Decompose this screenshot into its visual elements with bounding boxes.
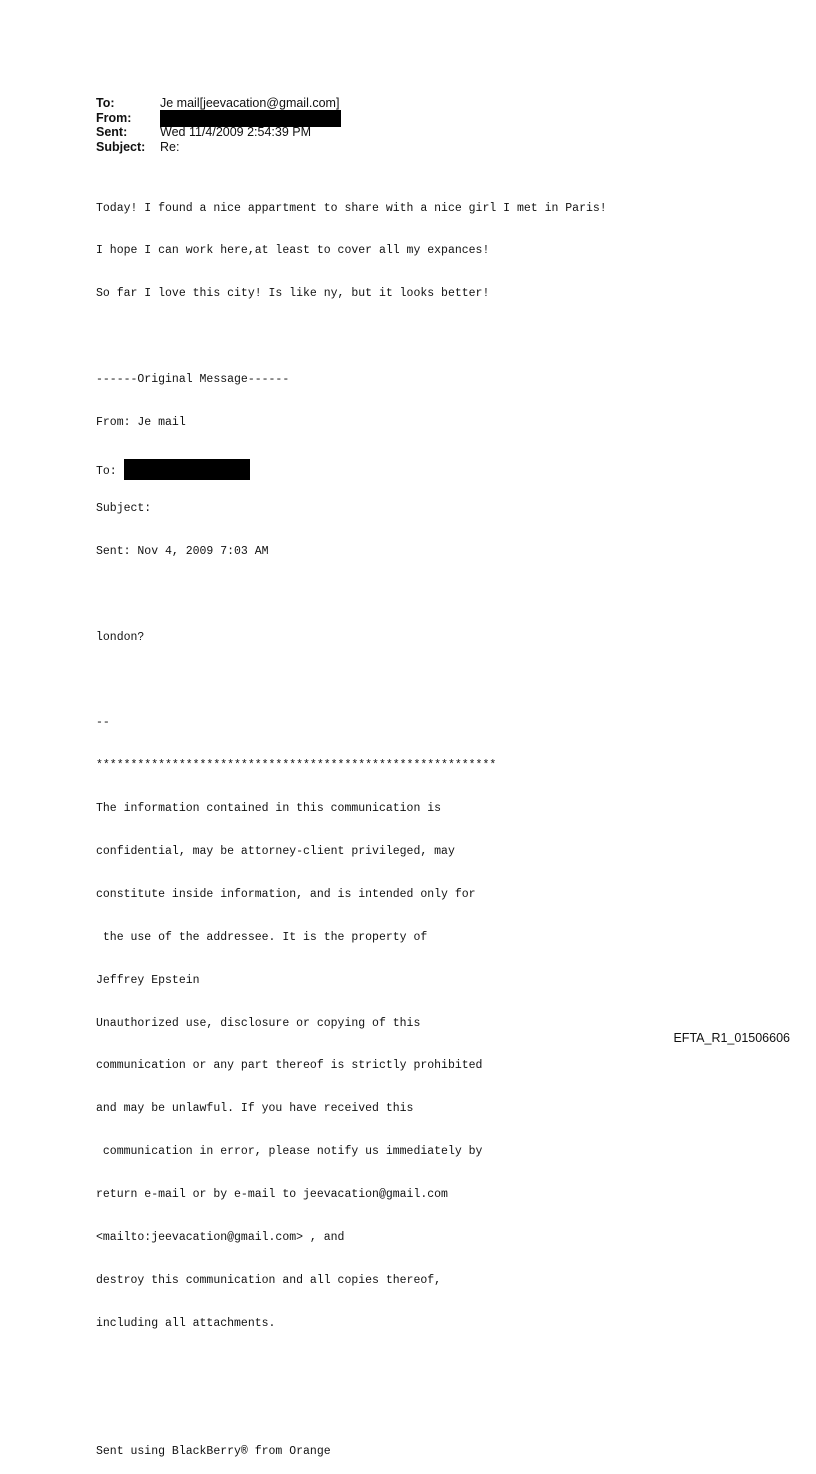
original-to-label: To: — [96, 464, 124, 478]
original-from: From: Je mail — [96, 416, 186, 430]
message-line: So far I love this city! Is like ny, but it looks better! — [96, 287, 490, 301]
blank-line — [96, 1360, 607, 1374]
from-label: From: — [96, 110, 132, 125]
disclaimer-line: communication or any part thereof is strictly prohibited — [96, 1059, 483, 1073]
disclaimer-line: Unauthorized use, disclosure or copying of this — [96, 1016, 421, 1030]
from-row — [96, 111, 341, 126]
email-body — [96, 173, 607, 1474]
blank-line — [96, 673, 607, 687]
message-line: I hope I can work here,at least to cover all my expances! — [96, 244, 490, 258]
to-redaction — [124, 459, 250, 480]
to-row — [96, 96, 341, 111]
disclaimer-line: the use of the addressee. It is the property of — [96, 930, 428, 944]
disclaimer-line: destroy this communication and all copies thereof, — [96, 1273, 442, 1287]
subject-row — [96, 140, 341, 155]
disclaimer-line: <mailto:jeevacation@gmail.com> , and — [96, 1230, 345, 1244]
disclaimer-line: The information contained in this communication is — [96, 802, 442, 816]
blank-line — [96, 588, 607, 602]
subject-label: Subject: — [96, 139, 146, 154]
blackberry-signature: Sent using BlackBerry® from Orange — [96, 1445, 331, 1459]
original-subject: Subject: — [96, 501, 152, 515]
disclaimer-line: communication in error, please notify us immediately by — [96, 1145, 483, 1159]
disclaimer-line: return e-mail or by e-mail to jeevacation@gmail.com — [96, 1188, 448, 1202]
disclaimer-line: including all attachments. — [96, 1316, 276, 1330]
message-line: Today! I found a nice appartment to share with a nice girl I met in Paris! — [96, 201, 607, 215]
disclaimer-line: and may be unlawful. If you have received this — [96, 1102, 414, 1116]
sent-row — [96, 125, 341, 140]
original-to-row — [96, 459, 607, 478]
sent-label: Sent: — [96, 125, 128, 139]
document-id: EFTA_R1_01506606 — [673, 1031, 790, 1045]
to-label: To: — [96, 96, 115, 110]
signature-dash: -- — [96, 716, 110, 730]
disclaimer-line: confidential, may be attorney-client privileged, may — [96, 844, 455, 858]
email-header — [96, 96, 341, 154]
disclaimer-line: constitute inside information, and is intended only for — [96, 887, 476, 901]
blank-line — [96, 330, 607, 344]
blank-line — [96, 1403, 607, 1417]
original-body: london? — [96, 630, 145, 644]
disclaimer-line: Jeffrey Epstein — [96, 973, 200, 987]
subject-value: Re: — [160, 139, 180, 154]
original-divider: ------Original Message------ — [96, 373, 290, 387]
sent-value: Wed 11/4/2009 2:54:39 PM — [160, 125, 312, 139]
to-value: Je mail[jeevacation@gmail.com] — [160, 96, 340, 110]
asterisk-rule: ********************************************************** — [96, 759, 497, 773]
original-sent: Sent: Nov 4, 2009 7:03 AM — [96, 544, 269, 558]
